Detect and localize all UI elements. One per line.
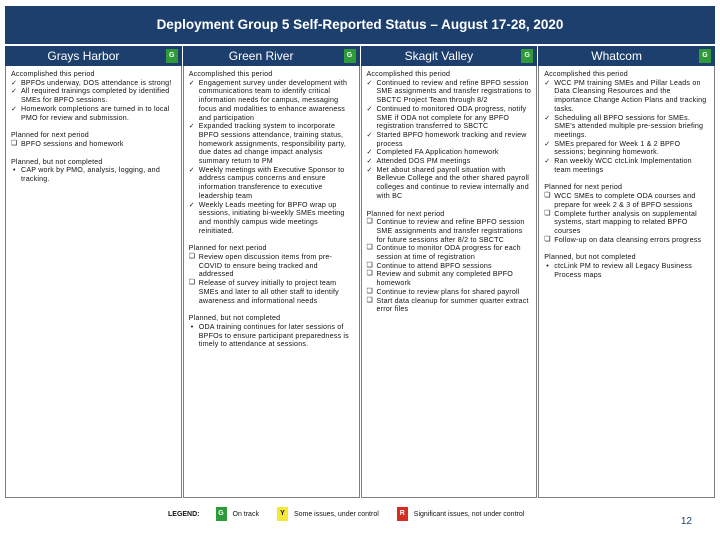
legend-swatch-red: R	[397, 507, 408, 521]
list-item: ❏ BPFO sessions and homework	[11, 140, 176, 149]
list-item: ❏ Review open discussion items from pre-COVID to ensure being tracked and addressed	[189, 253, 354, 279]
column-grays-harbor	[5, 46, 182, 498]
planned-heading: Planned for next period	[544, 183, 623, 192]
column-body	[538, 66, 715, 498]
college-name: Whatcom	[591, 49, 642, 63]
list-item: ✓ SMEs prepared for Week 1 & 2 BPFO sessions; beginning homework.	[544, 140, 709, 157]
list-item: ❏ Continue to attend BPFO sessions	[367, 262, 532, 271]
list-item: ✓ WCC PM training SMEs and Pillar Leads on Data Cleansing Resources and the importance Change Action Plans and tracking tasks.	[544, 79, 709, 114]
planned-list	[189, 253, 354, 305]
accomplished-heading: Accomplished this period	[544, 70, 628, 78]
list-item: ✓ Homework completions are turned in to local PMO for review and submission.	[11, 105, 176, 122]
college-name: Grays Harbor	[47, 49, 120, 63]
status-badge: G	[344, 49, 356, 63]
legend-item-red	[397, 507, 525, 521]
list-item: ❏ Continue to review and refine BPFO session SME assignments and transfer registrations for future sessions after 8/2 to SBCTC	[367, 218, 532, 244]
column-header	[361, 46, 538, 66]
list-item: ✓ Scheduling all BPFO sessions for SMEs. SME's attended multiple pre-session briefing meetings.	[544, 114, 709, 140]
list-item: ❏ Follow-up on data cleansing errors progress	[544, 236, 709, 245]
slide-title-bar	[5, 6, 715, 44]
list-item: ✓ Started BPFO homework tracking and review process	[367, 131, 532, 148]
column-header	[183, 46, 360, 66]
list-item: ✓ Continued to monitored ODA progress, notify SME if ODA not complete for any BPFO registration transferred to SBCTC	[367, 105, 532, 131]
list-item: • ODA training continues for later sessions of BPFOs to ensure participant preparedness is timely to attendance at sessions.	[189, 323, 354, 349]
legend-swatch-green: G	[216, 507, 227, 521]
legend-item-green	[216, 507, 259, 521]
legend-label: Some issues, under control	[293, 510, 379, 518]
not-completed-heading: Planned, but not completed	[544, 253, 636, 262]
accomplished-heading: Accomplished this period	[188, 70, 273, 78]
accomplished-list	[367, 79, 532, 201]
list-item: ✓ Continued to review and refine BPFO session SME assignments and transfer registrations to SBCTC Project Team through 8/2	[367, 79, 532, 105]
column-header	[5, 46, 182, 66]
column-body	[361, 66, 538, 498]
list-item: ❏ Continue to monitor ODA progress for each session at time of registration	[367, 244, 532, 261]
list-item: ✓ BPFOs underway, DOS attendance is strong!	[11, 79, 176, 88]
column-skagit-valley	[361, 46, 538, 498]
accomplished-heading: Accomplished this period	[11, 70, 95, 78]
list-item: ✓ Ran weekly WCC ctcLink Implementation team meetings	[544, 157, 709, 174]
not-completed-heading: Planned, but not completed	[188, 314, 281, 323]
planned-heading: Planned for next period	[11, 131, 89, 140]
slide-title: Deployment Group 5 Self-Reported Status – August 17-28, 2020	[156, 17, 564, 32]
accomplished-list	[544, 79, 709, 175]
list-item: ✓ Engagement survey under development with communications team to identify critical information needs for campus, messaging focus and modalities to enhance awareness and participation	[189, 79, 354, 123]
not-completed-list	[189, 323, 354, 349]
list-item: ✓ Completed FA Application homework	[367, 148, 532, 157]
list-item: • ctcLink PM to review all Legacy Business Process maps	[544, 262, 709, 279]
column-body	[183, 66, 360, 498]
list-item: • CAP work by PMO, analysis, logging, and tracking.	[11, 166, 176, 183]
column-header	[538, 46, 715, 66]
planned-list	[544, 192, 709, 244]
not-completed-list	[544, 262, 709, 279]
status-columns	[5, 46, 715, 498]
list-item: ✓ Weekly meetings with Executive Sponsor to address campus concerns and ensure information transference to executive leadership team	[189, 166, 354, 201]
legend-label: Significant issues, not under control	[413, 510, 525, 518]
not-completed-heading: Planned, but not completed	[11, 157, 103, 166]
list-item: ❏ Review and submit any completed BPFO homework	[367, 270, 532, 287]
accomplished-list	[11, 79, 176, 123]
status-legend	[168, 505, 542, 523]
accomplished-list	[189, 79, 354, 236]
accomplished-heading: Accomplished this period	[366, 70, 451, 78]
planned-list	[11, 140, 176, 149]
planned-heading: Planned for next period	[188, 244, 267, 253]
planned-heading: Planned for next period	[366, 209, 445, 218]
status-badge: G	[521, 49, 533, 63]
list-item: ❏ Release of survey initially to project team SMEs and later to all other staff to identify awareness and informational needs	[189, 279, 354, 305]
list-item: ✓ All required trainings completed by identified SMEs for BPFO sessions.	[11, 87, 176, 104]
page-number: 12	[680, 516, 692, 527]
list-item: ✓ Expanded tracking system to incorporate BPFO sessions attendance, training status, homework assignments, responsibility party, due dates ad change impact analysis summary return to PM	[189, 122, 354, 166]
list-item: ❏ WCC SMEs to complete ODA courses and prepare for week 2 & 3 of BPFO sessions	[544, 192, 709, 209]
status-badge: G	[166, 49, 178, 63]
list-item: ❏ Complete further analysis on supplemental systems, start mapping to related BPFO courses	[544, 210, 709, 236]
column-body	[5, 66, 182, 498]
legend-title: LEGEND:	[168, 510, 200, 518]
college-name: Skagit Valley	[404, 49, 474, 63]
college-name: Green River	[228, 49, 294, 63]
list-item: ❏ Continue to review plans for shared payroll	[367, 288, 532, 297]
column-green-river	[183, 46, 360, 498]
not-completed-list	[11, 166, 176, 183]
list-item: ✓ Attended DOS PM meetings	[367, 157, 532, 166]
list-item: ❏ Start data cleanup for summer quarter extract error files	[367, 297, 532, 314]
legend-item-yellow	[277, 507, 379, 521]
status-badge: G	[699, 49, 711, 63]
planned-list	[367, 218, 532, 314]
list-item: ✓ Met about shared payroll situation with Bellevue College and the other shared payroll colleges and continue to review internally and with BC	[367, 166, 532, 201]
column-whatcom	[538, 46, 715, 498]
legend-swatch-yellow: Y	[277, 507, 288, 521]
legend-label: On track	[232, 510, 259, 518]
list-item: ✓ Weekly Leads meeting for BPFO wrap up sessions, initiating bi-weekly SMEs meeting and monthly campus wide meetings reinitiated.	[189, 201, 354, 236]
